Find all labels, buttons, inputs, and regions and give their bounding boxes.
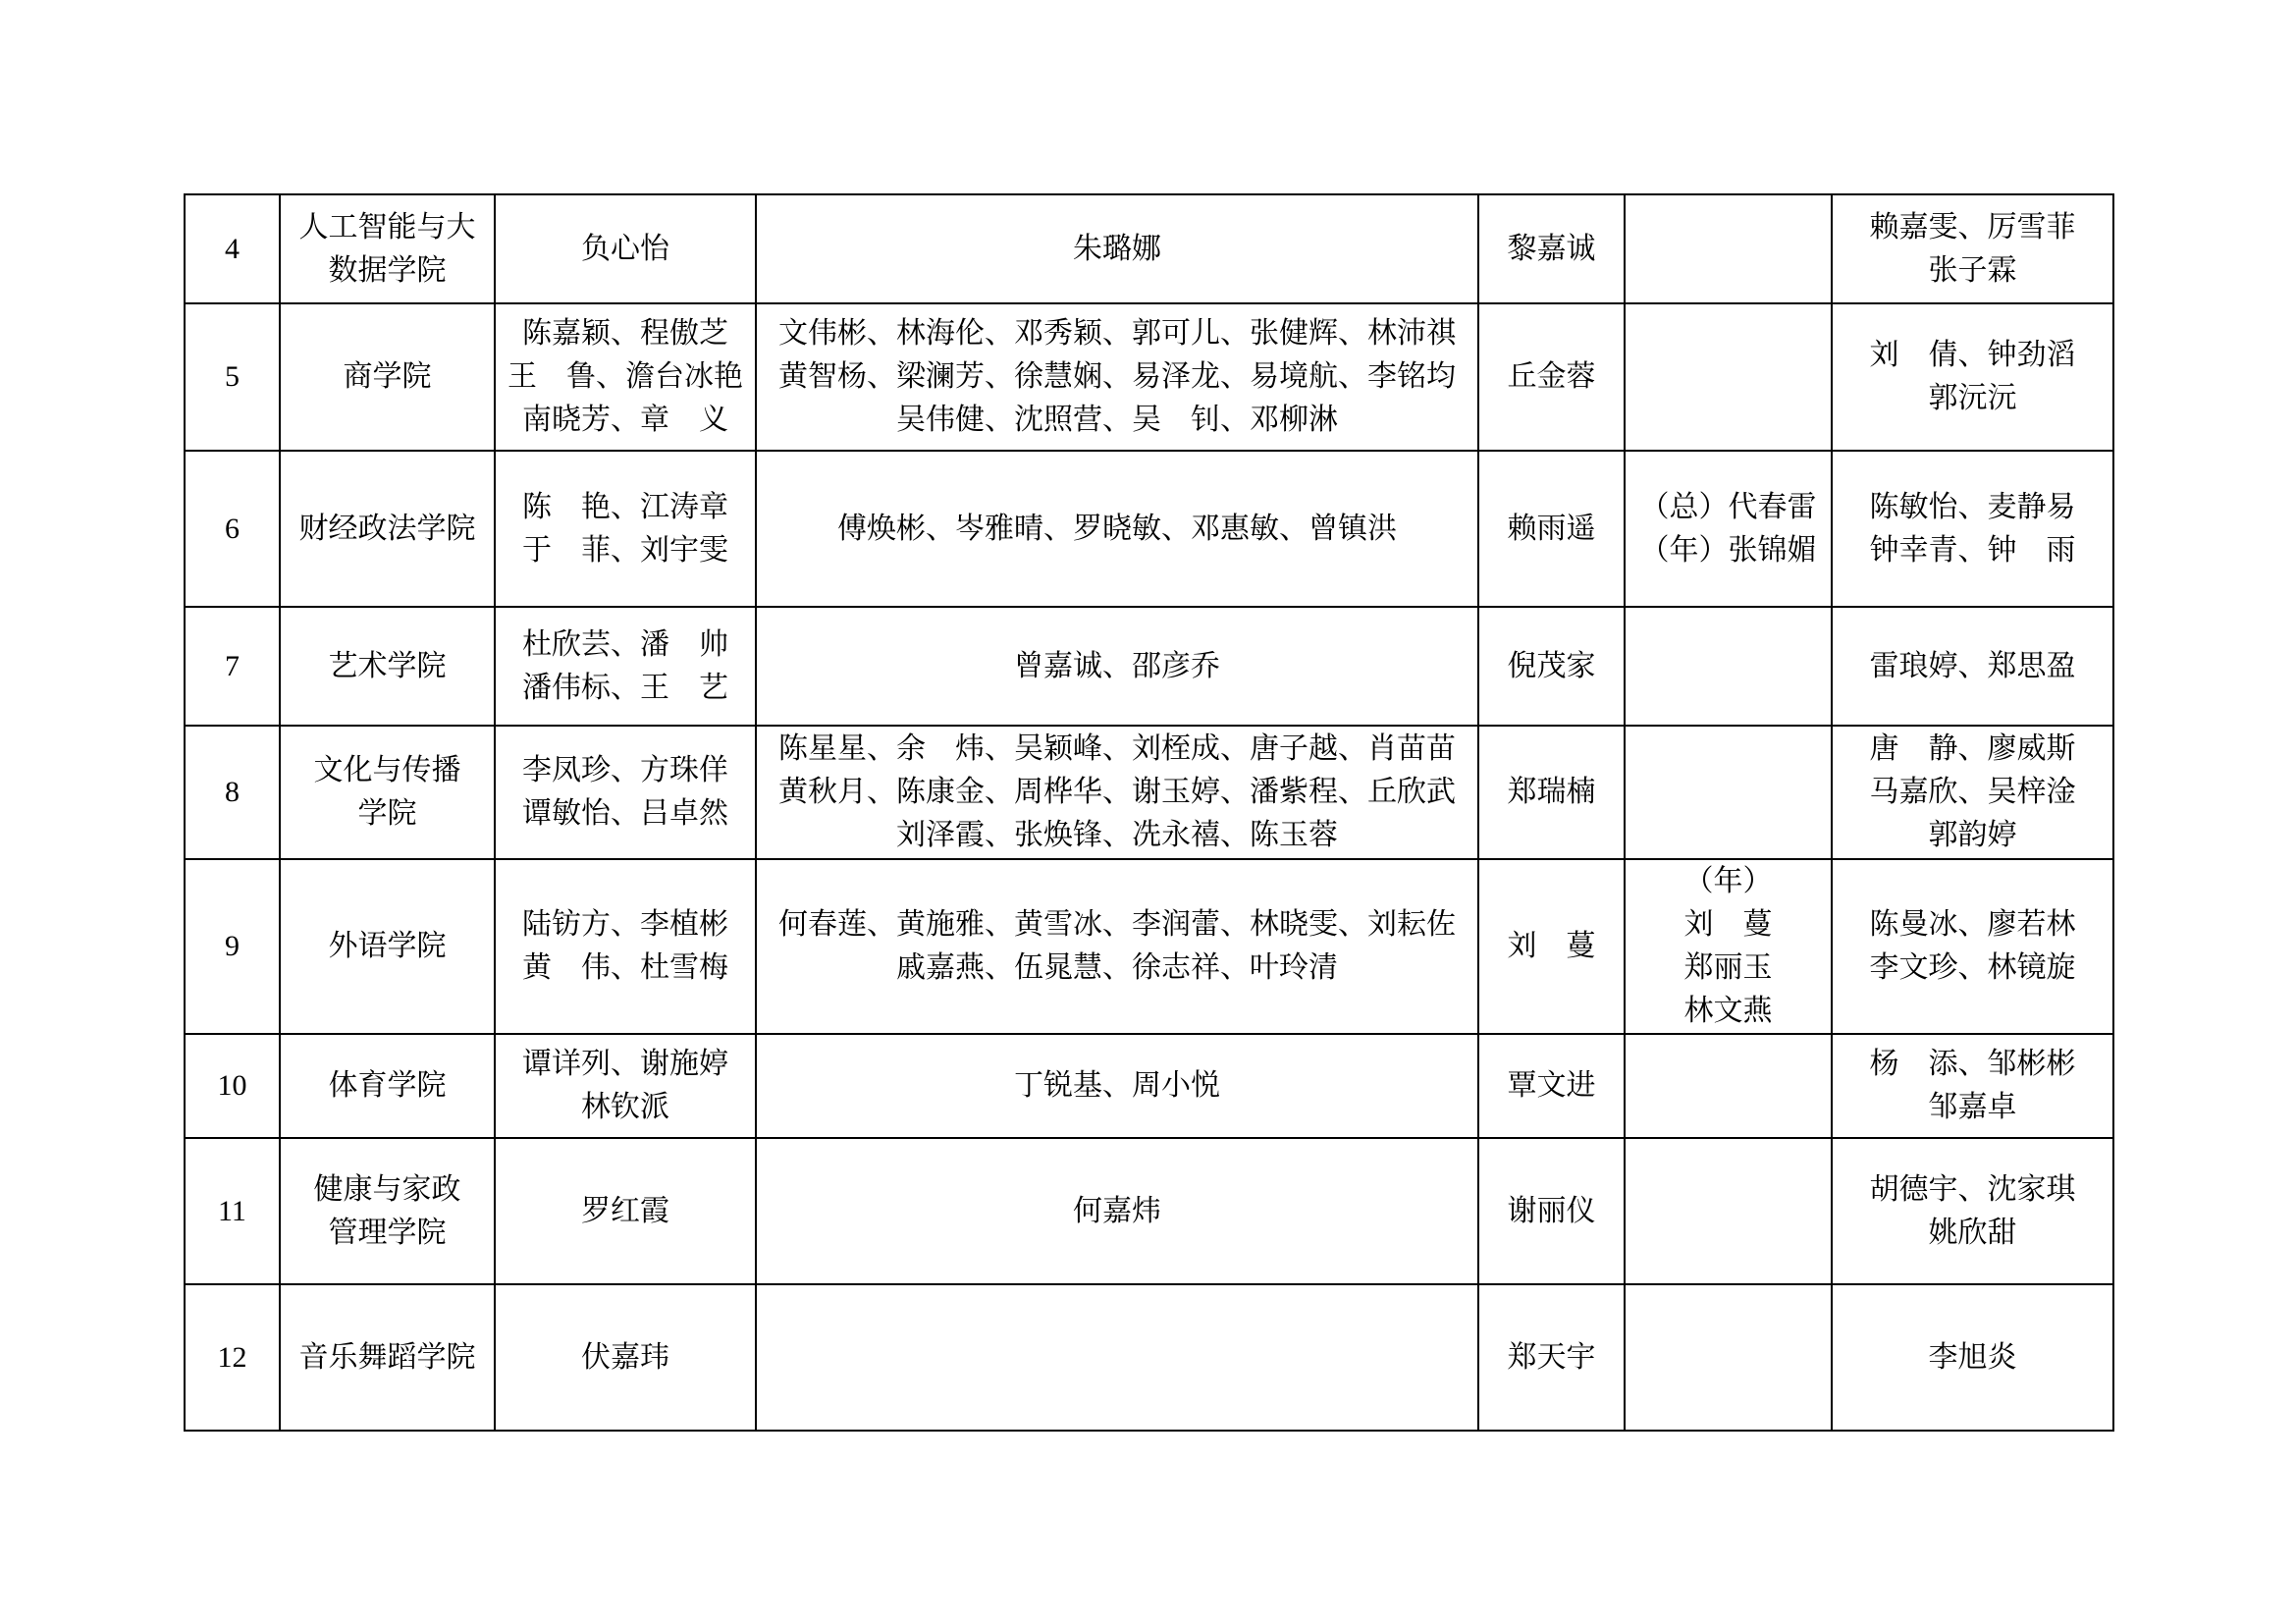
cell-line: 郑瑞楠 bbox=[1507, 775, 1596, 809]
col7-cell bbox=[1832, 1138, 2113, 1284]
col6-cell bbox=[1625, 194, 1832, 303]
col5-cell bbox=[1478, 1284, 1625, 1431]
col3-cell bbox=[495, 451, 756, 607]
row-number-cell: 11 bbox=[185, 1138, 280, 1284]
cell-line: 林钦派 bbox=[581, 1090, 669, 1124]
col4-cell bbox=[756, 1284, 1478, 1431]
cell-line: 钟幸青、钟 雨 bbox=[1869, 532, 2076, 568]
cell-line: 陈星星、余 炜、吴颖峰、刘桎成、唐子越、肖苗苗 bbox=[778, 731, 1456, 766]
cell-line: 倪茂家 bbox=[1507, 648, 1596, 683]
row-number-cell: 5 bbox=[185, 303, 280, 451]
col4-cell bbox=[756, 859, 1478, 1034]
cell-line: 于 菲、刘宇雯 bbox=[522, 532, 728, 568]
cell-line: 南晓芳、章 义 bbox=[522, 403, 728, 437]
row-number-cell: 10 bbox=[185, 1034, 280, 1138]
cell-line: 陈敏怡、麦静易 bbox=[1869, 489, 2076, 524]
cell-line: 郑丽玉 bbox=[1683, 950, 1773, 985]
cell-line: 郑天宇 bbox=[1507, 1339, 1596, 1375]
col3-cell bbox=[495, 726, 756, 859]
col6-cell bbox=[1625, 726, 1832, 859]
cell-line: （年）张锦媚 bbox=[1639, 532, 1817, 568]
table-row bbox=[185, 859, 2113, 1034]
col6-cell bbox=[1625, 607, 1832, 726]
col3-cell bbox=[495, 1284, 756, 1431]
cell-line: 谭详列、谢施婷 bbox=[522, 1047, 728, 1081]
college-cell bbox=[280, 1034, 495, 1138]
row-number-cell: 9 bbox=[185, 859, 280, 1034]
college-cell bbox=[280, 451, 495, 607]
col4-cell bbox=[756, 1034, 1478, 1138]
cell-line: 商学院 bbox=[343, 359, 432, 394]
col4-cell bbox=[756, 607, 1478, 726]
college-cell bbox=[280, 859, 495, 1034]
college-cell bbox=[280, 194, 495, 303]
col7-cell bbox=[1832, 1284, 2113, 1431]
cell-line: 马嘉欣、吴梓淦 bbox=[1869, 775, 2076, 809]
cell-line: 黄智杨、梁澜芳、徐慧娴、易泽龙、易境航、李铭均 bbox=[778, 359, 1456, 394]
cell-line: 黄秋月、陈康金、周桦华、谢玉婷、潘紫程、丘欣武 bbox=[778, 775, 1456, 809]
cell-line: 张子霖 bbox=[1928, 252, 2017, 288]
cell-line: 何春莲、黄施雅、黄雪冰、李润蕾、林晓雯、刘耘佐 bbox=[778, 907, 1456, 942]
col7-cell bbox=[1832, 303, 2113, 451]
cell-line: 负心怡 bbox=[581, 231, 669, 266]
cell-line: （总）代春雷 bbox=[1639, 489, 1817, 524]
table-row bbox=[185, 726, 2113, 859]
cell-line: 管理学院 bbox=[328, 1215, 447, 1250]
table-row bbox=[185, 451, 2113, 607]
table-row bbox=[185, 1284, 2113, 1431]
col5-cell bbox=[1478, 607, 1625, 726]
cell-line: 雷琅婷、郑思盈 bbox=[1869, 648, 2076, 683]
cell-line: 谭敏怡、吕卓然 bbox=[522, 796, 728, 831]
col5-cell bbox=[1478, 1034, 1625, 1138]
col7-cell bbox=[1832, 607, 2113, 726]
cell-line: 丁锐基、周小悦 bbox=[1014, 1068, 1220, 1103]
col6-cell bbox=[1625, 303, 1832, 451]
col7-cell bbox=[1832, 859, 2113, 1034]
cell-line: 邹嘉卓 bbox=[1928, 1090, 2017, 1124]
col3-cell bbox=[495, 607, 756, 726]
cell-line: 健康与家政 bbox=[313, 1171, 461, 1207]
col4-cell bbox=[756, 303, 1478, 451]
col7-cell bbox=[1832, 451, 2113, 607]
cell-line: 吴伟健、沈照营、吴 钊、邓柳淋 bbox=[896, 403, 1338, 437]
cell-line: 财经政法学院 bbox=[298, 511, 476, 546]
cell-line: 王 鲁、澹台冰艳 bbox=[507, 359, 743, 394]
col6-cell bbox=[1625, 1284, 1832, 1431]
col7-cell bbox=[1832, 726, 2113, 859]
cell-line: 陈嘉颖、程傲芝 bbox=[522, 316, 728, 351]
row-number-cell: 12 bbox=[185, 1284, 280, 1431]
cell-line: 杨 添、邹彬彬 bbox=[1869, 1047, 2076, 1081]
cell-line: 陈 艳、江涛章 bbox=[522, 489, 728, 524]
cell-line: 林文燕 bbox=[1683, 994, 1773, 1028]
col4-cell bbox=[756, 726, 1478, 859]
cell-line: 姚欣甜 bbox=[1928, 1215, 2017, 1250]
cell-line: 罗红霞 bbox=[581, 1193, 669, 1228]
cell-line: 唐 静、廖威斯 bbox=[1869, 731, 2076, 766]
col5-cell bbox=[1478, 194, 1625, 303]
row-number-cell: 4 bbox=[185, 194, 280, 303]
award-table bbox=[184, 193, 2114, 1432]
cell-line: 黎嘉诚 bbox=[1507, 231, 1596, 266]
cell-line: 刘泽霞、张焕锋、冼永禧、陈玉蓉 bbox=[896, 818, 1338, 852]
col4-cell bbox=[756, 194, 1478, 303]
table-row bbox=[185, 1138, 2113, 1284]
cell-line: 郭沅沅 bbox=[1928, 381, 2017, 415]
col4-cell bbox=[756, 451, 1478, 607]
col6-cell bbox=[1625, 1138, 1832, 1284]
cell-line: 丘金蓉 bbox=[1507, 359, 1596, 394]
col3-cell bbox=[495, 859, 756, 1034]
col5-cell bbox=[1478, 1138, 1625, 1284]
cell-line: 赖雨遥 bbox=[1507, 511, 1596, 546]
col3-cell bbox=[495, 1138, 756, 1284]
col5-cell bbox=[1478, 726, 1625, 859]
row-number-cell: 8 bbox=[185, 726, 280, 859]
cell-line: 潘伟标、王 艺 bbox=[522, 670, 728, 705]
col3-cell bbox=[495, 303, 756, 451]
col7-cell bbox=[1832, 194, 2113, 303]
college-cell bbox=[280, 303, 495, 451]
cell-line: 文化与传播 bbox=[313, 753, 461, 787]
col6-cell bbox=[1625, 1034, 1832, 1138]
table-row bbox=[185, 1034, 2113, 1138]
table-row bbox=[185, 303, 2113, 451]
col5-cell bbox=[1478, 859, 1625, 1034]
college-cell bbox=[280, 726, 495, 859]
cell-line: 郭韵婷 bbox=[1928, 818, 2017, 852]
cell-line: 刘 蔓 bbox=[1683, 907, 1773, 942]
cell-line: 傅焕彬、岑雅晴、罗晓敏、邓惠敏、曾镇洪 bbox=[837, 511, 1397, 546]
cell-line: 陆钫方、李植彬 bbox=[522, 907, 728, 942]
cell-line: 李旭炎 bbox=[1928, 1339, 2017, 1375]
cell-line: 何嘉炜 bbox=[1073, 1193, 1161, 1228]
table-row bbox=[185, 194, 2113, 303]
cell-line: 胡德宇、沈家琪 bbox=[1869, 1171, 2076, 1207]
col7-cell bbox=[1832, 1034, 2113, 1138]
col5-cell bbox=[1478, 303, 1625, 451]
college-cell bbox=[280, 1284, 495, 1431]
col5-cell bbox=[1478, 451, 1625, 607]
col4-cell bbox=[756, 1138, 1478, 1284]
col6-cell bbox=[1625, 451, 1832, 607]
table-row bbox=[185, 607, 2113, 726]
cell-line: 杜欣芸、潘 帅 bbox=[522, 626, 728, 662]
row-number-cell: 7 bbox=[185, 607, 280, 726]
cell-line: （年） bbox=[1683, 864, 1773, 898]
college-cell bbox=[280, 1138, 495, 1284]
cell-line: 学院 bbox=[357, 796, 417, 831]
col3-cell bbox=[495, 194, 756, 303]
cell-line: 李文珍、林镜旋 bbox=[1869, 950, 2076, 985]
cell-line: 黄 伟、杜雪梅 bbox=[522, 950, 728, 985]
table-body bbox=[185, 194, 2113, 1431]
cell-line: 陈曼冰、廖若林 bbox=[1869, 907, 2076, 942]
cell-line: 体育学院 bbox=[328, 1068, 447, 1103]
row-number-cell: 6 bbox=[185, 451, 280, 607]
cell-line: 覃文进 bbox=[1507, 1068, 1596, 1103]
cell-line: 戚嘉燕、伍晁慧、徐志祥、叶玲清 bbox=[896, 950, 1338, 985]
cell-line: 谢丽仪 bbox=[1507, 1193, 1596, 1228]
cell-line: 外语学院 bbox=[328, 929, 447, 963]
cell-line: 朱璐娜 bbox=[1073, 231, 1161, 266]
college-cell bbox=[280, 607, 495, 726]
cell-line: 艺术学院 bbox=[328, 648, 447, 683]
cell-line: 刘 倩、钟劲滔 bbox=[1869, 338, 2076, 372]
cell-line: 刘 蔓 bbox=[1507, 929, 1596, 963]
cell-line: 数据学院 bbox=[328, 252, 447, 288]
cell-line: 赖嘉雯、厉雪菲 bbox=[1869, 209, 2076, 244]
col6-cell bbox=[1625, 859, 1832, 1034]
cell-line: 曾嘉诚、邵彦乔 bbox=[1014, 648, 1220, 683]
cell-line: 文伟彬、林海伦、邓秀颖、郭可儿、张健辉、林沛祺 bbox=[778, 316, 1456, 351]
cell-line: 音乐舞蹈学院 bbox=[298, 1339, 476, 1375]
cell-line: 伏嘉玮 bbox=[581, 1339, 669, 1375]
col3-cell bbox=[495, 1034, 756, 1138]
cell-line: 人工智能与大 bbox=[298, 209, 476, 244]
cell-line: 李凤珍、方珠佯 bbox=[522, 753, 728, 787]
